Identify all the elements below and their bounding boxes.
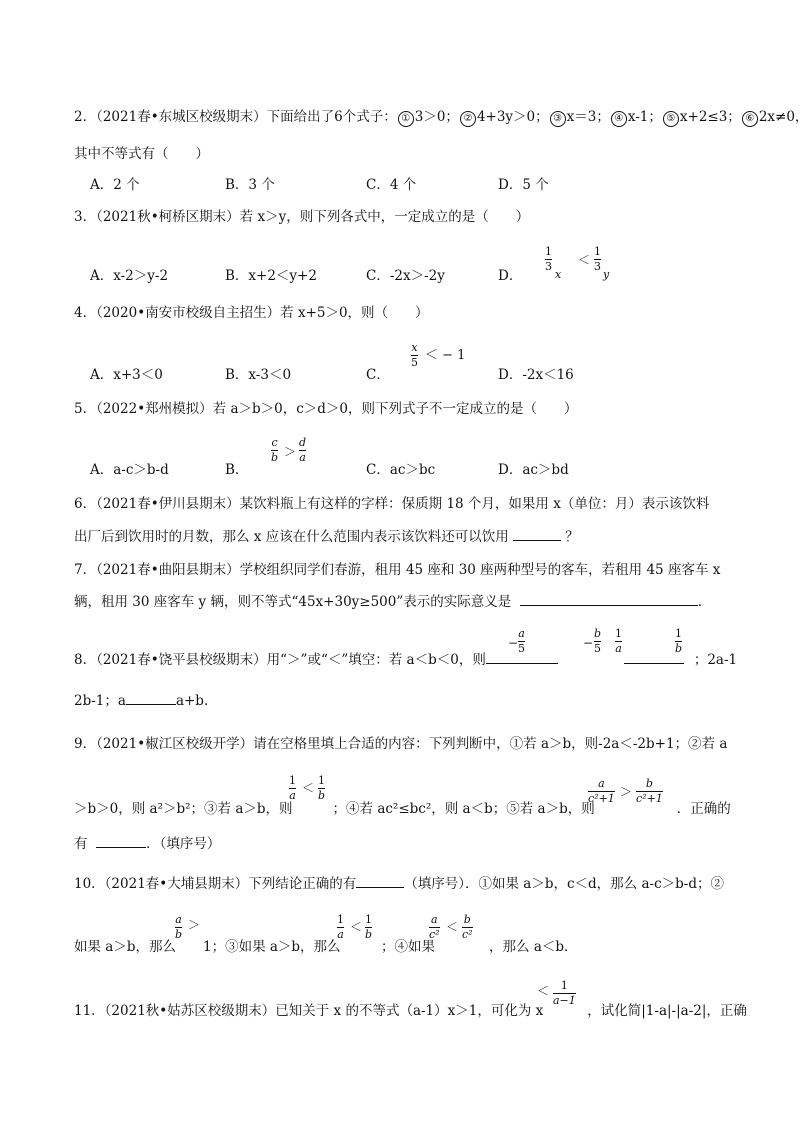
q6-answer-blank[interactable] <box>513 527 561 541</box>
q10-lt-1: ＜ <box>350 920 363 934</box>
q3-option-b: B．x+2＜y+2 <box>225 268 317 284</box>
q10-gt: ＞ <box>188 918 201 932</box>
q2-option-a: A．2 个 <box>90 177 140 193</box>
q8-fraction-a-5: a 5 <box>518 627 525 655</box>
q2-line1: 2．（2021春•东城区校级期末）下面给出了6个式子： ① 3＞0； ② 4+3y＞0； ③ x＝3； ④ x-1； ⑤ x+2≤3； ⑥ 2x≠0， <box>74 109 808 125</box>
q8-fraction-b-5: b 5 <box>594 627 602 655</box>
q9-gt: ＞ <box>620 785 633 799</box>
q10-lt-2: ＜ <box>446 920 459 934</box>
q9-fraction-1-b: 1 b <box>318 774 326 802</box>
q5-b-gt: ＞ <box>284 445 297 459</box>
q5-stem: 5．（2022•郑州模拟）若 a＞b＞0，c＞d＞0，则下列式子不一定成立的是（ ） <box>74 401 578 417</box>
q10-line1: 10．（2021春•大埔县期末）下列结论正确的有 （填序号）．①如果 a＞b，c＜d，那么 a-c＞b-d；② <box>74 876 724 892</box>
q6-line1: 6．（2021春•伊川县期末）某饮料瓶上有这样的字样：保质期 18 个月，如果用 x（单位：月）表示该饮料 <box>74 496 710 512</box>
q4-stem: 4．（2020•南安市校级自主招生）若 x+5＞0，则（ ） <box>74 305 429 321</box>
q3-option-d: D． <box>498 268 523 284</box>
q11-line1: 11．（2021秋•姑苏区校级期末）已知关于 x 的不等式（a-1）x＞1，可化为 x ，试化简|1-a|-|a-2|，正确 <box>74 1003 747 1019</box>
q8-minus-1: − <box>508 636 519 650</box>
q3-stem: 3．（2021秋•柯桥区期末）若 x＞y，则下列各式中，一定成立的是（ ） <box>74 209 530 225</box>
q4-option-c: C． <box>366 367 390 383</box>
q9-line2: ＞b＞0，则 a²＞b²；③若 a＞b，则 ；④若 ac²≤bc²，则 a＜b；⑤若 a＞b，则 ．正确的 <box>74 801 731 817</box>
q7-line2: 辆，租用 30 座客车 y 辆，则不等式“45x+30y≥500”表示的实际意义是 ． <box>74 594 712 610</box>
q9-line3: 有 ．（填序号） <box>74 836 221 852</box>
q2-option-b: B．3 个 <box>225 177 275 193</box>
q4-option-a: A．x+3＜0 <box>90 367 163 383</box>
q8-line2: 2b-1；a a+b． <box>74 693 218 709</box>
q10-fraction-a-c2: a c² <box>429 913 440 941</box>
q11-lt: ＜ <box>537 984 550 998</box>
q10-line2: 如果 a＞b，那么 1；③如果 a＞b，那么 ；④如果 ，那么 a＜b． <box>74 939 578 955</box>
q5-b-fraction-left: c b <box>271 436 279 464</box>
q5-b-fraction-right: d a <box>299 436 307 464</box>
q10-fraction-1-b: 1 b <box>365 913 373 941</box>
q3-d-lt: ＜ <box>578 253 591 267</box>
q3-d-var-left: x <box>555 268 562 281</box>
q5-option-a: A．a-c＞b-d <box>90 462 169 478</box>
q4-c-rest: ＜ − 1 <box>425 348 466 363</box>
q8-fraction-1-b: 1 b <box>675 627 683 655</box>
q3-d-fraction-right: 1 3 <box>594 245 601 273</box>
q5-option-c: C．ac＞bc <box>366 462 436 478</box>
q2-option-c: C．4 个 <box>366 177 417 193</box>
q5-option-d: D．ac＞bd <box>498 462 569 478</box>
q3-option-c: C．-2x＞-2y <box>366 268 445 284</box>
q8-fraction-1-a: 1 a <box>615 627 622 655</box>
q8-blank-3[interactable] <box>126 691 176 705</box>
q4-option-d: D．-2x＜16 <box>498 367 574 383</box>
q5-option-b: B． <box>225 462 249 478</box>
q2-line2: 其中不等式有（ ） <box>74 146 209 162</box>
q4-option-b: B．x-3＜0 <box>225 367 292 383</box>
q9-line1: 9．（2021•椒江区校级开学）请在空格里填上合适的内容：下列判断中，①若 a＞b，则-2a＜-2b+1；②若 a <box>74 736 728 752</box>
q10-answer-blank[interactable] <box>356 874 404 888</box>
q9-answer-blank[interactable] <box>96 834 146 848</box>
q7-answer-blank[interactable] <box>520 592 698 606</box>
q10-fraction-1-a: 1 a <box>337 913 344 941</box>
q3-option-a: A．x-2＞y-2 <box>90 268 169 284</box>
q11-fraction-1-a-1: 1 a−1 <box>553 979 576 1007</box>
q3-d-fraction-left: 1 3 <box>545 245 552 273</box>
q6-line2: 出厂后到饮用时的月数，那么 x 应该在什么范围内表示该饮料还可以饮用 ？ <box>74 529 579 545</box>
q10-fraction-a-b: a b <box>175 913 183 941</box>
q3-d-var-right: y <box>603 268 610 281</box>
q9-fraction-a-c2: a c²+1 <box>588 777 615 805</box>
q4-c-fraction: x 5 <box>411 341 418 369</box>
q9-fraction-b-c2: b c²+1 <box>636 777 663 805</box>
q9-fraction-1-a: 1 a <box>289 774 296 802</box>
q7-line1: 7．（2021春•曲阳县期末）学校组织同学们春游，租用 45 座和 30 座两种型号的客车，若租用 45 座客车 x <box>74 562 721 578</box>
q10-fraction-b-c2: b c² <box>462 913 473 941</box>
q9-lt: ＜ <box>302 781 315 795</box>
q8-line1: 8．（2021春•饶平县校级期末）用“＞”或“＜”填空：若 a＜b＜0，则 ；2a-1 <box>74 652 738 668</box>
q2-option-d: D．5 个 <box>498 177 549 193</box>
q8-minus-2: − <box>583 636 594 650</box>
